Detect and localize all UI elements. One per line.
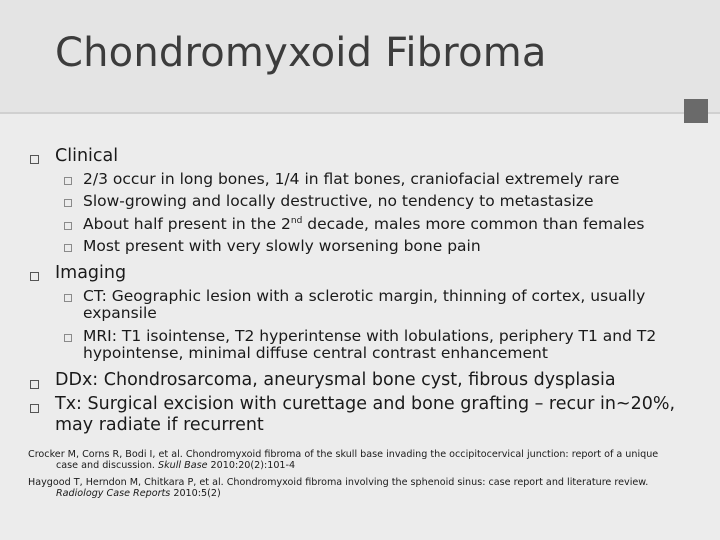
reference-2-journal: Radiology Case Reports bbox=[56, 488, 171, 499]
title-bar bbox=[0, 0, 720, 114]
square-bullet-icon bbox=[64, 334, 72, 342]
square-bullet-icon bbox=[30, 380, 39, 389]
imaging-item-mri-line2: hypointense, minimal diffuse central contrast enhancement bbox=[83, 344, 548, 362]
ddx-item: DDx: Chondrosarcoma, aneurysmal bone cyst, fibrous dysplasia bbox=[55, 370, 616, 390]
tx-item-line1: Tx: Surgical excision with curettage and bone grafting – recur in~20%, bbox=[55, 394, 676, 414]
reference-2-line2 bbox=[28, 488, 648, 499]
accent-square bbox=[684, 99, 708, 123]
square-bullet-icon bbox=[30, 404, 39, 413]
clinical-item-3-text-a: About half present in the 2 bbox=[83, 215, 291, 233]
square-bullet-icon bbox=[64, 294, 72, 302]
square-bullet-icon bbox=[30, 155, 39, 164]
clinical-item-1: 2/3 occur in long bones, 1/4 in flat bones, craniofacial extremely rare bbox=[83, 170, 620, 188]
reference-1-pre: case and discussion. bbox=[56, 460, 159, 471]
imaging-item-ct-line1: CT: Geographic lesion with a sclerotic margin, thinning of cortex, usually bbox=[83, 287, 646, 305]
reference-2 bbox=[28, 477, 648, 499]
square-bullet-icon bbox=[64, 177, 72, 185]
reference-2-post: 2010:5(2) bbox=[170, 488, 221, 499]
square-bullet-icon bbox=[64, 244, 72, 252]
imaging-item-mri-line1: MRI: T1 isointense, T2 hyperintense with lobulations, periphery T1 and T2 bbox=[83, 327, 657, 345]
slide-title: Chondromyxoid Fibroma bbox=[55, 30, 547, 76]
clinical-item-3-sup: nd bbox=[290, 216, 303, 226]
clinical-item-3 bbox=[83, 215, 645, 233]
reference-2-line1: Haygood T, Herndon M, Chitkara P, et al. Chondromyxoid fibroma involving the sphenoid sinus: case report and literature review. bbox=[28, 477, 649, 488]
clinical-item-4: Most present with very slowly worsening bone pain bbox=[83, 237, 481, 255]
square-bullet-icon bbox=[30, 272, 39, 281]
tx-item bbox=[55, 394, 675, 436]
tx-item-line2: may radiate if recurrent bbox=[55, 415, 264, 435]
square-bullet-icon bbox=[64, 222, 72, 230]
reference-1 bbox=[28, 449, 658, 471]
square-bullet-icon bbox=[64, 199, 72, 207]
section-heading-imaging: Imaging bbox=[55, 263, 127, 283]
clinical-item-2: Slow-growing and locally destructive, no tendency to metastasize bbox=[83, 192, 594, 210]
imaging-item-ct bbox=[83, 288, 645, 322]
reference-1-line1: Crocker M, Corns R, Bodi I, et al. Chondromyxoid fibroma of the skull base invading the occipitocervical junction: report of a unique bbox=[28, 449, 659, 460]
reference-1-post: 2010:20(2):101-4 bbox=[207, 460, 296, 471]
imaging-item-mri bbox=[83, 328, 656, 362]
clinical-item-3-text-b: decade, males more common than females bbox=[302, 215, 645, 233]
imaging-item-ct-line2: expansile bbox=[83, 304, 157, 322]
reference-1-line2 bbox=[28, 460, 658, 471]
section-heading-clinical: Clinical bbox=[55, 146, 119, 166]
reference-1-journal: Skull Base bbox=[158, 460, 208, 471]
